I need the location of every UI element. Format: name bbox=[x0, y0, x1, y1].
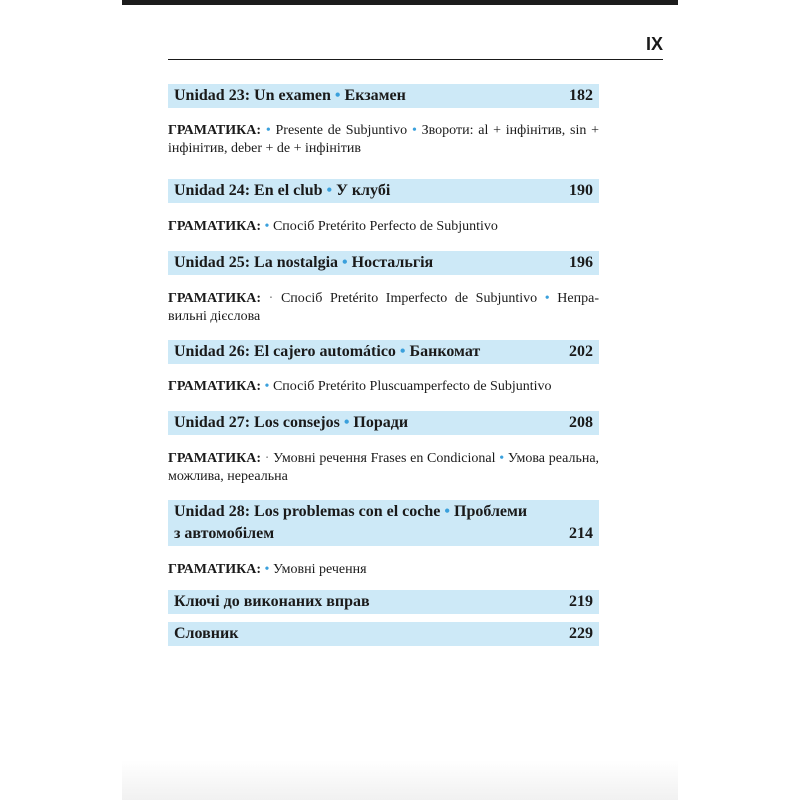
grammar-note-unit-23: ГРАМАТИКА: • Presente de Subjuntivo • Звороти: al + інфінітив, sin + інфінітив, deber + de + інфінітив bbox=[168, 123, 600, 156]
toc-entry-unit-24[interactable]: Unidad 24: En el club • У клубі 190 bbox=[168, 179, 599, 203]
entry-title-uk: У клубі bbox=[336, 182, 391, 199]
entry-title-uk: Екзамен bbox=[344, 87, 406, 104]
grammar-label: ГРАМАТИКА: bbox=[168, 562, 262, 577]
entry-page: 219 bbox=[569, 593, 593, 610]
grammar-note-unit-25: ГРАМАТИКА: · Спосіб Pretérito Imperfecto de Subjuntivo • Непра-вильні дієслова bbox=[168, 291, 599, 324]
header-rule bbox=[168, 59, 663, 60]
grammar-text: Непра-вильні дієслова bbox=[168, 291, 599, 324]
toc-entry-dictionary[interactable] bbox=[168, 622, 599, 646]
grammar-text: Спосіб Pretérito Perfecto de Subjuntivo bbox=[272, 219, 498, 234]
grammar-label: ГРАМАТИКА: bbox=[168, 123, 262, 138]
entry-title-uk: Проблеми bbox=[454, 503, 528, 520]
book-page bbox=[122, 0, 678, 800]
toc-entry-unit-27[interactable]: Unidad 27: Los consejos • Поради 208 bbox=[168, 411, 599, 435]
grammar-note-unit-28: ГРАМАТИКА: • Умовні речення bbox=[168, 562, 367, 577]
entry-title-uk: Ностальгія bbox=[351, 254, 434, 271]
toc-entry-unit-25[interactable]: Unidad 25: La nostalgia • Ностальгія 196 bbox=[168, 251, 599, 275]
toc-entry-keys[interactable] bbox=[168, 590, 599, 614]
grammar-text: Умова реальна, можлива, нереальна bbox=[168, 451, 600, 484]
entry-page: 202 bbox=[569, 343, 593, 360]
grammar-text: Умовні речення bbox=[272, 562, 367, 577]
grammar-text: Умовні речення Frases en Condicional bbox=[273, 451, 496, 466]
toc-entry-unit-26[interactable]: Unidad 26: El cajero automático • Банкомат 202 bbox=[168, 340, 599, 364]
grammar-note-unit-27: ГРАМАТИКА: · Умовні речення Frases en Condicional • Умова реальна, можлива, нереальна bbox=[168, 451, 600, 484]
entry-page: 214 bbox=[569, 525, 593, 542]
entry-page: 208 bbox=[569, 414, 593, 431]
grammar-label: ГРАМАТИКА: bbox=[168, 219, 262, 234]
grammar-label: ГРАМАТИКА: bbox=[168, 291, 262, 306]
entry-page: 182 bbox=[569, 87, 593, 104]
entry-title-es: Unidad 28: Los problemas con el coche bbox=[174, 503, 441, 520]
entry-page: 196 bbox=[569, 254, 593, 271]
grammar-text: Спосіб Pretérito Imperfecto de Subjuntivo bbox=[280, 291, 538, 306]
grammar-note-unit-24: ГРАМАТИКА: • Спосіб Pretérito Perfecto de Subjuntivo bbox=[168, 219, 498, 234]
toc-entry-unit-23[interactable]: Unidad 23: Un examen • Екзамен 182 bbox=[168, 84, 599, 108]
entry-title: Словник bbox=[174, 625, 239, 642]
entry-title-es: Unidad 26: El cajero automático bbox=[174, 343, 396, 360]
toc-entry-unit-28[interactable]: Unidad 28: Los problemas con el coche • Проблеми з автомобілем 214 bbox=[168, 500, 599, 546]
entry-title-uk-cont: з автомобілем bbox=[174, 525, 275, 542]
grammar-text: Звороти: al + інфінітив, sin + інфінітив, deber + de + інфінітив bbox=[168, 123, 600, 156]
entry-title-es: Unidad 25: La nostalgia bbox=[174, 254, 339, 271]
entry-title: Ключі до виконаних вправ bbox=[174, 593, 370, 610]
grammar-label: ГРАМАТИКА: bbox=[168, 379, 262, 394]
grammar-note-unit-26: ГРАМАТИКА: • Спосіб Pretérito Pluscuamperfecto de Subjuntivo bbox=[168, 379, 552, 394]
grammar-text: Presente de Subjuntivo bbox=[275, 123, 408, 138]
entry-title-uk: Поради bbox=[353, 414, 409, 431]
entry-title-es: Unidad 23: Un examen bbox=[174, 87, 331, 104]
top-edge bbox=[122, 0, 678, 5]
entry-title-uk: Банкомат bbox=[409, 343, 481, 360]
entry-title-es: Unidad 27: Los consejos bbox=[174, 414, 340, 431]
entry-page: 229 bbox=[569, 625, 593, 642]
page-number: IX bbox=[645, 34, 663, 54]
grammar-text: Спосіб Pretérito Pluscuamperfecto de Subjuntivo bbox=[272, 379, 552, 394]
grammar-label: ГРАМАТИКА: bbox=[168, 451, 262, 466]
entry-title-es: Unidad 24: En el club bbox=[174, 182, 323, 199]
entry-page: 190 bbox=[569, 182, 593, 199]
